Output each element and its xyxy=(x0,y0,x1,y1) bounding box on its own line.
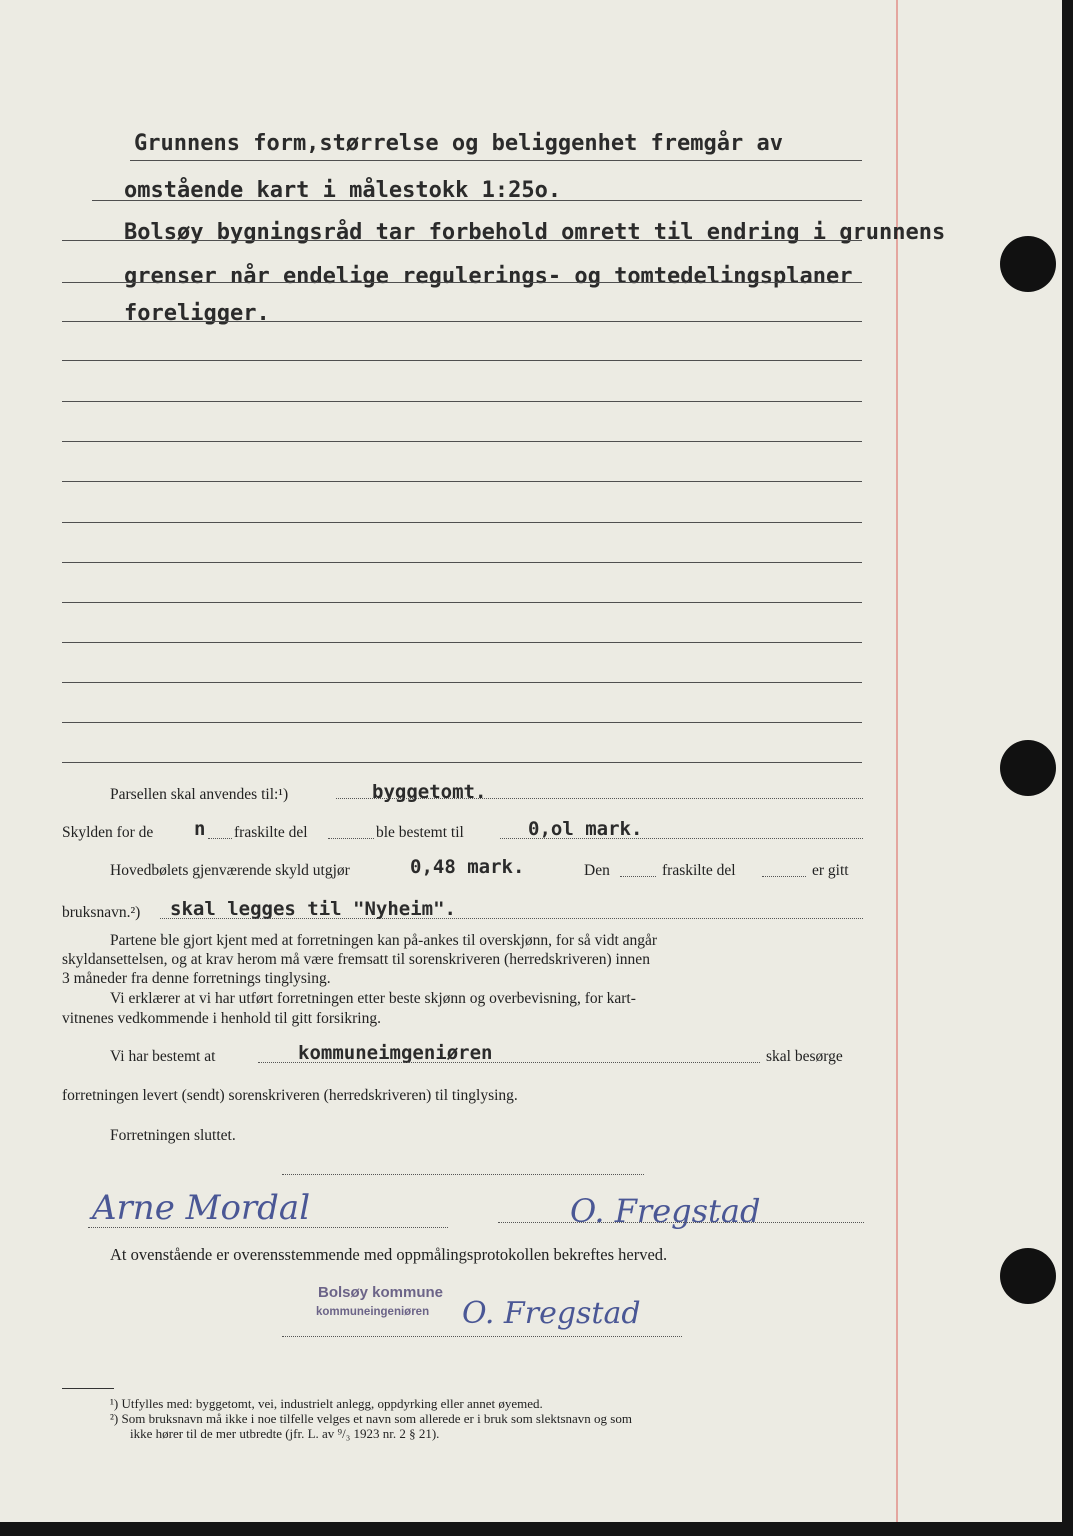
dotted-line xyxy=(282,1336,682,1337)
stamp-line2: kommuneingeniøren xyxy=(316,1306,430,1318)
dotted-line xyxy=(336,798,863,799)
dotted-line xyxy=(328,838,374,839)
ruled-line xyxy=(62,522,862,523)
tax-prefix: Skylden for de xyxy=(62,824,154,841)
tax-middle: fraskilte del xyxy=(234,824,308,841)
dotted-line xyxy=(258,1062,760,1063)
remaining-end: er gitt xyxy=(812,862,849,879)
ruled-line xyxy=(130,160,862,161)
ruled-line xyxy=(62,321,862,322)
dotted-line xyxy=(88,1227,448,1228)
dotted-line xyxy=(282,1174,644,1175)
ruled-line xyxy=(62,722,862,723)
binder-hole xyxy=(1000,740,1056,796)
signature-bottom: O. Fregstad xyxy=(462,1296,641,1331)
ruled-line xyxy=(62,762,862,763)
signature-right: O. Fregstad xyxy=(570,1192,761,1230)
appeal-line: 3 måneder fra denne forretnings tinglysing. xyxy=(62,970,331,987)
dotted-line xyxy=(208,838,232,839)
footnote: ¹) Utfylles med: byggetomt, vei, industrielt anlegg, oppdyrking eller annet øyemed. xyxy=(110,1396,543,1411)
dotted-line xyxy=(620,876,656,877)
ruled-line xyxy=(62,441,862,442)
stamp-line1: Bolsøy kommune xyxy=(318,1284,444,1301)
description-line: foreligger. xyxy=(124,301,270,326)
ruled-line xyxy=(62,360,862,361)
ruled-line xyxy=(62,240,862,241)
declaration-line: Vi erklærer at vi har utført forretningen etter beste skjønn og overbevisning, for kart- xyxy=(110,990,636,1007)
usage-value: byggetomt. xyxy=(372,781,487,803)
remaining-value: 0,48 mark. xyxy=(410,856,525,878)
footnote: ²) Som bruksnavn må ikke i noe tilfelle velges et navn som allerede er i bruk som slektsnavn og som xyxy=(110,1411,632,1426)
description-line: Bolsøy bygningsråd tar forbehold omrett til endring i grunnens xyxy=(124,220,946,245)
footnote-rule xyxy=(62,1388,114,1389)
closing-text: Forretningen sluttet. xyxy=(110,1127,236,1144)
declaration-line: vitnenes vedkommende i henhold til gitt forsikring. xyxy=(62,1010,381,1027)
usage-label: Parsellen skal anvendes til:¹) xyxy=(110,786,289,803)
ruled-line xyxy=(62,401,862,402)
responsible-end: skal besørge xyxy=(766,1048,843,1065)
description-line: grenser når endelige regulerings- og tomtedelingsplaner xyxy=(124,264,853,289)
confirmation-text: At ovenstående er overensstemmende med oppmålingsprotokollen bekreftes herved. xyxy=(110,1245,668,1264)
name-label: bruksnavn.²) xyxy=(62,904,141,921)
tax-value: 0,ol mark. xyxy=(528,818,643,840)
name-value: skal legges til "Nyheim". xyxy=(170,898,456,920)
dotted-line xyxy=(160,918,863,919)
responsible-value: kommuneimgeniøren xyxy=(298,1042,493,1064)
description-line: omstående kart i målestokk 1:25o. xyxy=(124,178,562,203)
ruled-line xyxy=(62,282,862,283)
remaining-label: Hovedbølets gjenværende skyld utgjør xyxy=(110,862,350,879)
responsible-line2: forretningen levert (sendt) sorenskriveren (herredskriveren) til tinglysing. xyxy=(62,1087,518,1104)
dotted-line xyxy=(500,838,863,839)
description-line: Grunnens form,størrelse og beliggenhet fremgår av xyxy=(134,131,784,156)
tax-middle2: ble bestemt til xyxy=(376,824,464,841)
ruled-line xyxy=(62,642,862,643)
dotted-line xyxy=(498,1222,864,1223)
ruled-line xyxy=(62,682,862,683)
ruled-line xyxy=(92,200,862,201)
remaining-mid: fraskilte del xyxy=(662,862,736,879)
appeal-line: Partene ble gjort kjent med at forretningen kan på-ankes til overskjønn, for så vidt angår xyxy=(110,932,658,949)
signature-left: Arne Mordal xyxy=(92,1188,311,1228)
dotted-line xyxy=(762,876,806,877)
remaining-den: Den xyxy=(584,862,610,879)
appeal-line: skyldansettelsen, og at krav herom må være fremsatt til sorenskriveren (herredskriveren) innen xyxy=(62,951,650,968)
ruled-line xyxy=(62,562,862,563)
responsible-label: Vi har bestemt at xyxy=(110,1048,216,1065)
binder-hole xyxy=(1000,1248,1056,1304)
tax-handwritten: n xyxy=(194,818,206,840)
ruled-line xyxy=(62,602,862,603)
ruled-line xyxy=(62,481,862,482)
footnote: ikke hører til de mer utbredte (jfr. L. av ⁹/₃ 1923 nr. 2 § 21). xyxy=(130,1426,440,1441)
